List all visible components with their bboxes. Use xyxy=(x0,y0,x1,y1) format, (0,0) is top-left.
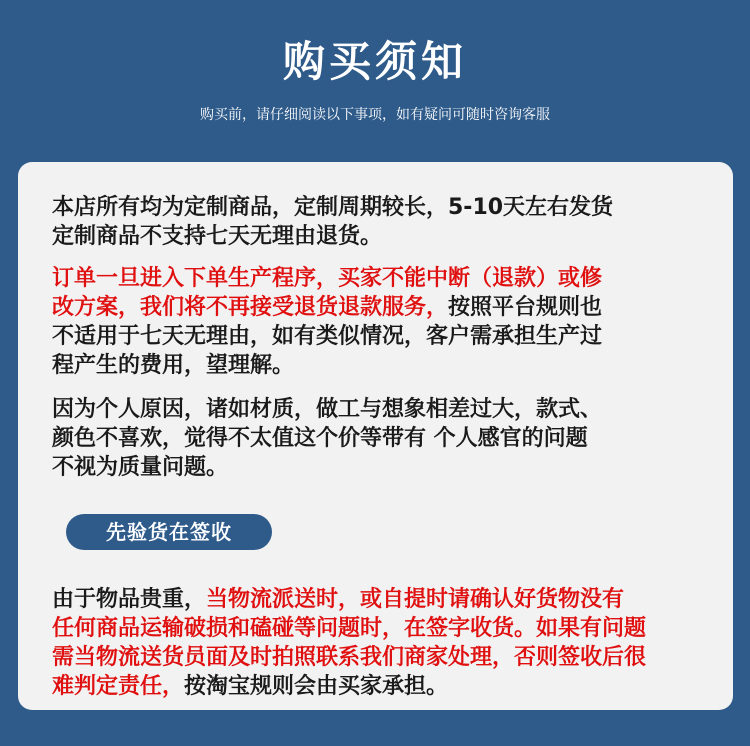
notice-paragraph-personal-reasons xyxy=(52,395,712,482)
inspect-before-sign-badge: 先验货在签收 xyxy=(66,514,272,550)
notice-line-mixed xyxy=(52,672,712,701)
page-title: 购买须知 xyxy=(282,37,467,86)
notice-text: 按照平台规则也 xyxy=(448,295,603,320)
notice-paragraph-custom-goods xyxy=(52,193,712,251)
notice-line-warning: 任何商品运输破损和磕碰等问题时，在签字收货。如果有问题 xyxy=(52,616,647,641)
notice-line-warning: 需当物流送货员面及时拍照联系我们商家处理，否则签收后很 xyxy=(52,645,647,670)
notice-text: 由于物品贵重， xyxy=(52,587,207,612)
notice-line-mixed xyxy=(52,585,712,614)
header xyxy=(0,0,750,160)
notice-card xyxy=(18,162,733,710)
notice-line-warning: 订单一旦进入下单生产程序，买家不能中断（退款）或修 xyxy=(52,266,603,291)
notice-text-warning: 改方案，我们将不再接受退货退款服务， xyxy=(52,295,449,320)
notice-line: 定制商品不支持七天无理由退货。 xyxy=(52,224,383,249)
notice-line: 不视为质量问题。 xyxy=(52,455,229,480)
notice-line: 颜色不喜欢，觉得不太值这个价等带有 个人感官的问题 xyxy=(52,426,588,451)
notice-paragraph-delivery xyxy=(52,585,712,701)
notice-line: 程产生的费用，望理解。 xyxy=(52,353,295,378)
notice-line: 因为个人原因，诸如材质，做工与想象相差过大，款式、 xyxy=(52,397,603,422)
notice-line: 不适用于七天无理由，如有类似情况，客户需承担生产过 xyxy=(52,324,603,349)
page-subtitle: 购买前，请仔细阅读以下事项，如有疑问可随时咨询客服 xyxy=(200,107,550,123)
notice-text: 按淘宝规则会由买家承担。 xyxy=(184,674,449,699)
notice-paragraph-order-policy xyxy=(52,264,712,380)
notice-text-warning: 难判定责任， xyxy=(52,674,185,699)
notice-text-warning: 当物流派送时，或自提时请确认好货物没有 xyxy=(206,587,625,612)
notice-line-mixed xyxy=(52,293,712,322)
notice-line: 本店所有均为定制商品，定制周期较长，5-10天左右发货 xyxy=(52,195,614,220)
